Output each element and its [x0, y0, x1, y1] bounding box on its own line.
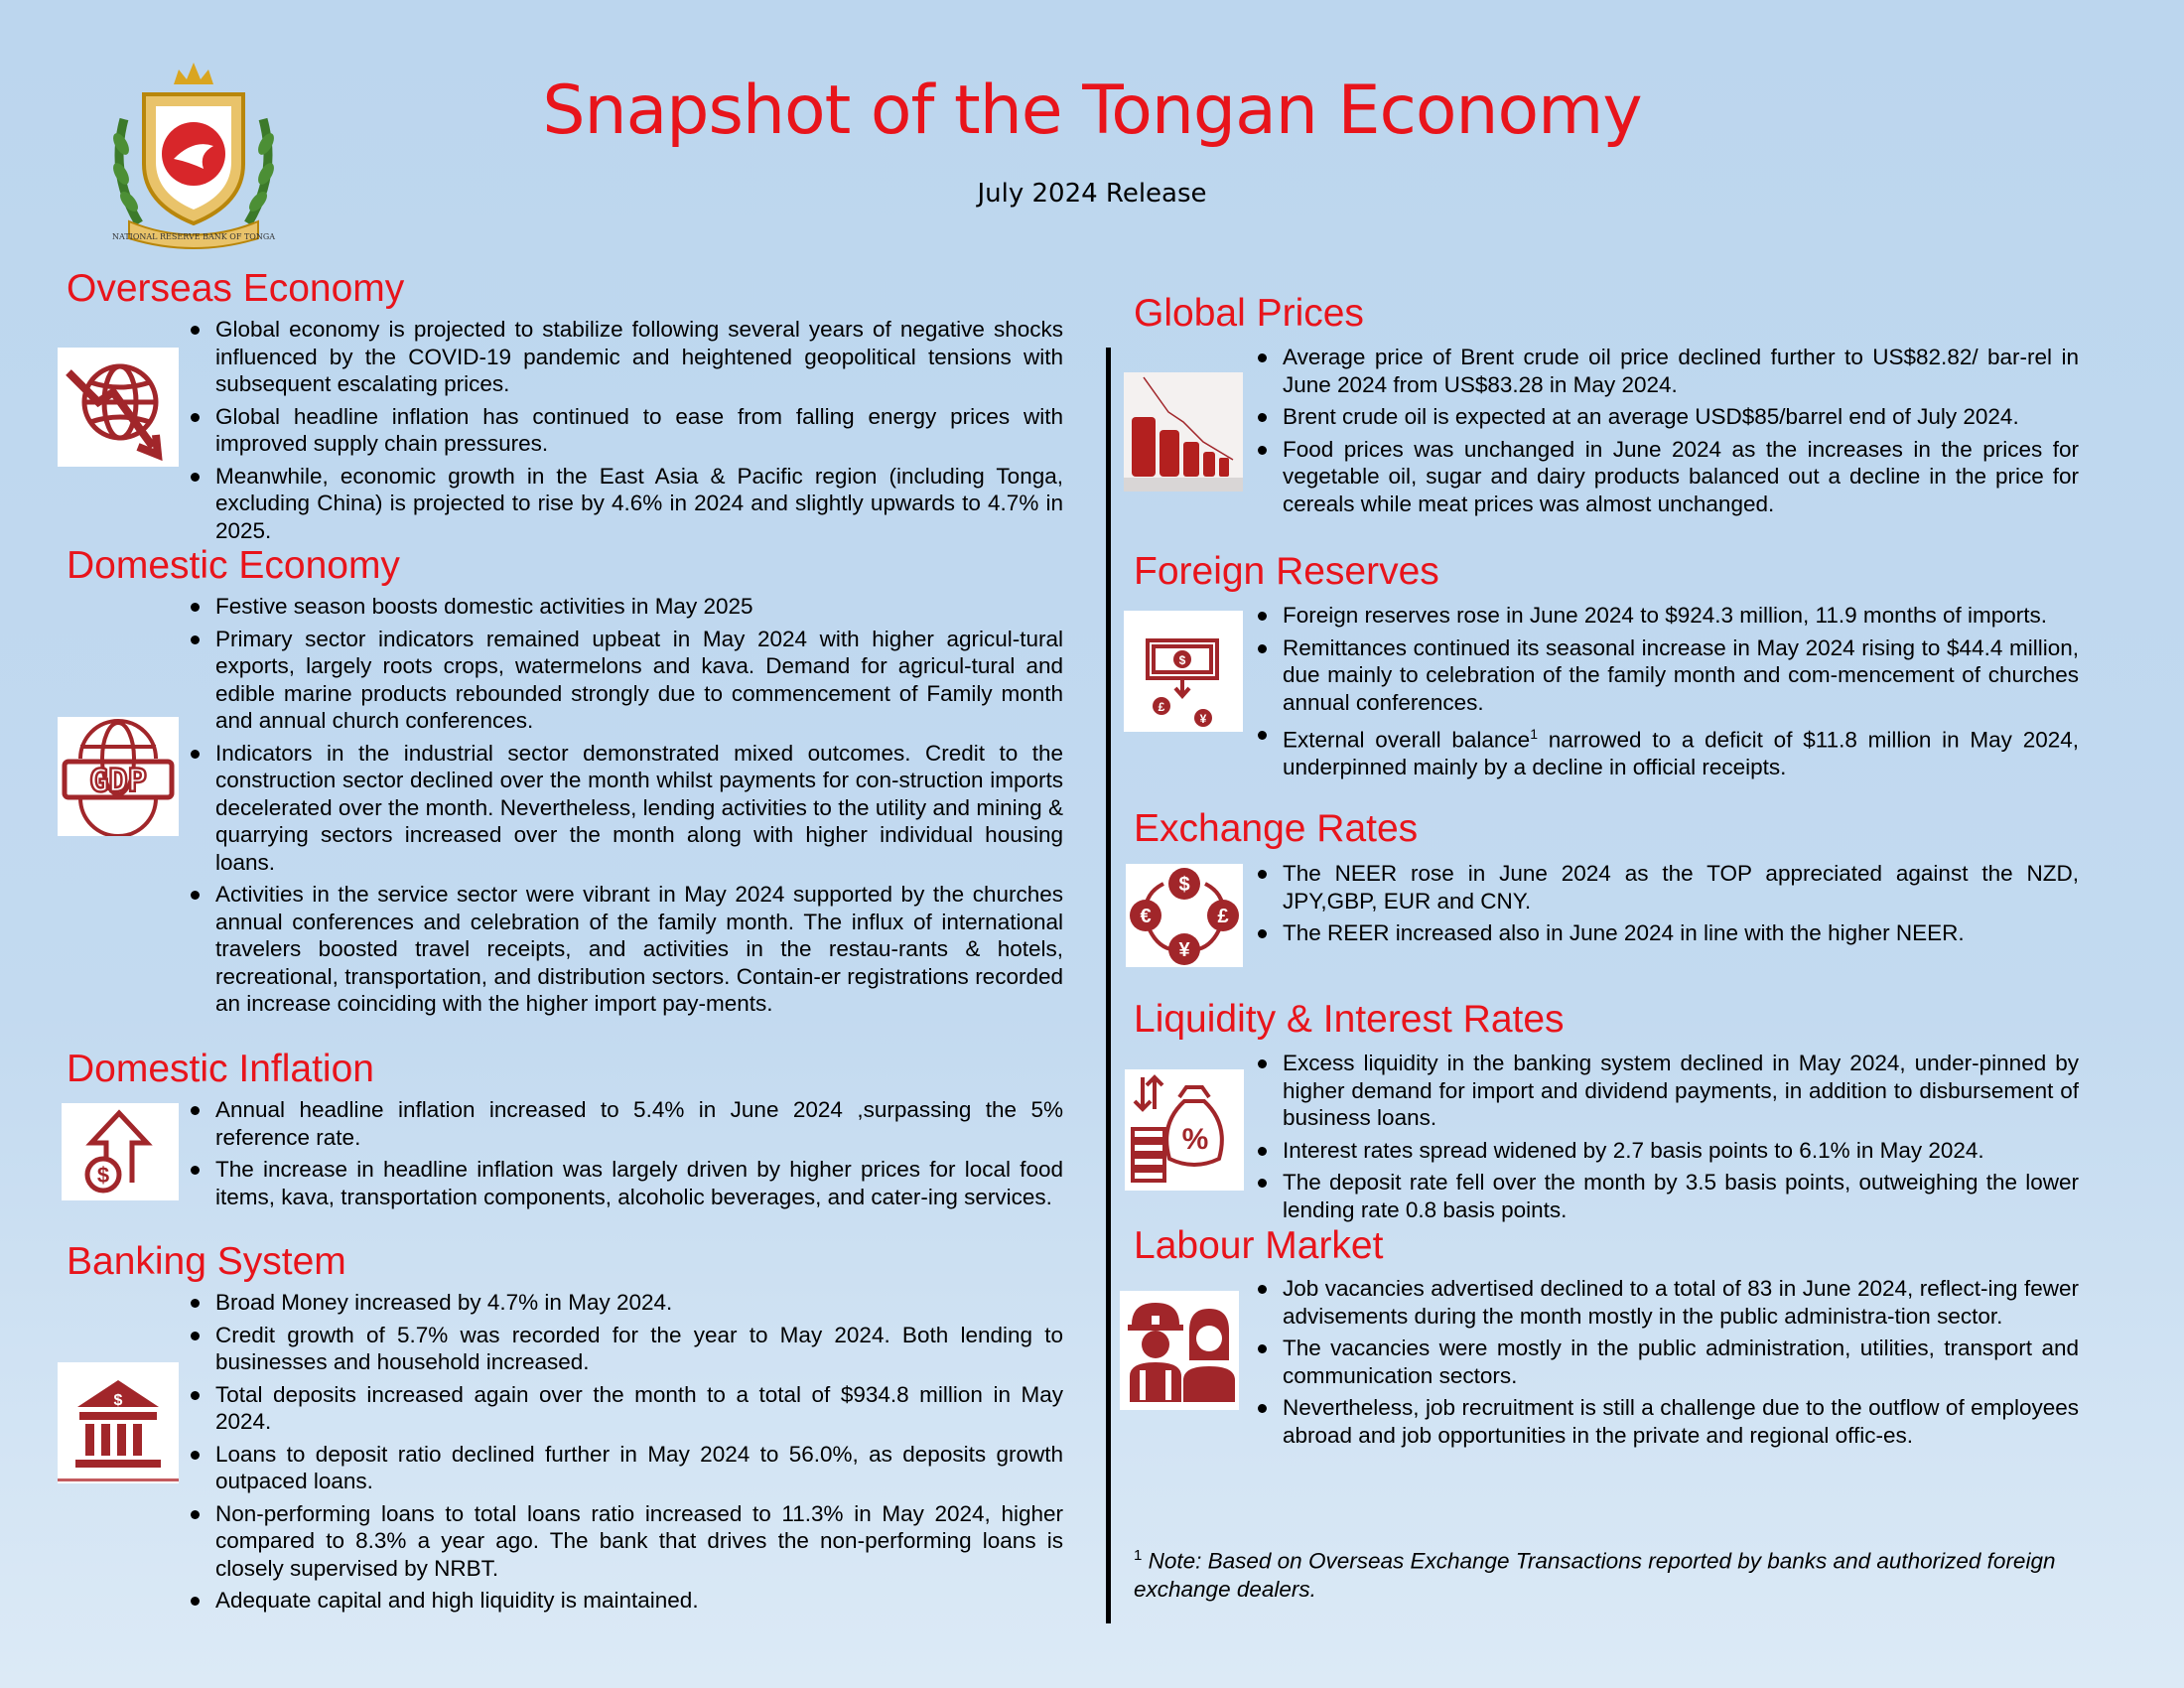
overseas-bullet-list: [186, 316, 1063, 549]
bank-building-icon: [58, 1362, 179, 1483]
list-item: Annual headline inflation increased to 5.4% in June 2024 ,surpassing the 5% reference rate.: [186, 1096, 1063, 1151]
list-item: Global headline inflation has continued to ease from falling energy prices with improved supply chain pressures.: [186, 403, 1063, 458]
svg-text:GDP: GDP: [89, 762, 147, 799]
banking-bullet-list: [186, 1289, 1063, 1619]
list-item: Activities in the service sector were vibrant in May 2024 supported by the churches annual conferences and celebration of the family month. The influx of international travelers boosted travel receipts, and activities in the restau-rants & hotels, recreational, transportation, and distribution sectors. Contain-er registrations recorded an increase coinciding with the higher import pay-ments.: [186, 881, 1063, 1018]
list-item: Average price of Brent crude oil price declined further to US$82.82/ bar-rel in June 2024 from US$83.28 in May 2024.: [1253, 344, 2079, 398]
section-heading: Domestic Inflation: [67, 1048, 374, 1090]
money-bag-percent-icon: [1125, 1069, 1244, 1191]
list-item: The REER increased also in June 2024 in line with the higher NEER.: [1253, 919, 2079, 947]
list-item: Festive season boosts domestic activities in May 2025: [186, 593, 1063, 621]
list-item: Credit growth of 5.7% was recorded for the year to May 2024. Both lending to businesses and household increased.: [186, 1322, 1063, 1376]
list-item: Total deposits increased again over the month to a total of $934.8 million in May 2024.: [186, 1381, 1063, 1436]
list-item: Interest rates spread widened by 2.7 basis points to 6.1% in May 2024.: [1253, 1137, 2079, 1165]
list-item: External overall balance$^1$ narrowed to a deficit of $11.8 million in May 2024, underpinned mainly by a decline in official receipts.: [1253, 721, 2079, 781]
section-exchange-rates: [1134, 806, 1418, 852]
section-heading: Banking System: [67, 1240, 346, 1283]
labour-bullet-list: [1253, 1275, 2079, 1454]
exchange-bullet-list: [1253, 860, 2079, 952]
page-title: Snapshot of the Tongan Economy: [542, 71, 1642, 150]
svg-text:NATIONAL RESERVE BANK OF TONGA: NATIONAL RESERVE BANK OF TONGA: [112, 232, 275, 241]
svg-text:%: %: [1181, 1123, 1209, 1156]
oil-barrels-icon: [1124, 372, 1243, 492]
list-item: Broad Money increased by 4.7% in May 2024.: [186, 1289, 1063, 1317]
section-global-prices: [1134, 291, 1364, 337]
section-heading: Liquidity & Interest Rates: [1134, 998, 1565, 1041]
section-heading: Foreign Reserves: [1134, 550, 1439, 593]
liquidity-bullet-list: [1253, 1050, 2079, 1228]
list-item: Primary sector indicators remained upbeat in May 2024 with higher agricul-tural exports, largely roots crops, watermelons and kava. Demand for agricul-tural and edible marine products rebounded strongly due to commencement of Family month and annual church conferences.: [186, 626, 1063, 735]
section-foreign-reserves: [1134, 549, 1439, 595]
section-domestic-economy: [67, 543, 400, 589]
section-heading: Overseas Economy: [67, 267, 405, 310]
global-prices-bullet-list: [1253, 344, 2079, 522]
release-date: July 2024 Release: [977, 179, 1207, 209]
gdp-globe-icon: [58, 717, 179, 836]
section-liquidity-interest: [1134, 997, 1565, 1043]
list-item: Adequate capital and high liquidity is maintained.: [186, 1587, 1063, 1615]
list-item: Brent crude oil is expected at an average USD$85/barrel end of July 2024.: [1253, 403, 2079, 431]
svg-text:¥: ¥: [1199, 712, 1207, 726]
section-banking-system: [67, 1239, 346, 1285]
list-item: Foreign reserves rose in June 2024 to $924.3 million, 11.9 months of imports.: [1253, 602, 2079, 630]
section-domestic-inflation: [67, 1047, 374, 1092]
footnote: [1134, 1542, 2077, 1604]
svg-text:¥: ¥: [1178, 939, 1190, 961]
domestic-economy-bullet-list: [186, 593, 1063, 1023]
list-item: The vacancies were mostly in the public administration, utilities, transport and communication sectors.: [1253, 1335, 2079, 1389]
inflation-bullet-list: [186, 1096, 1063, 1215]
list-item: The deposit rate fell over the month by 3.5 basis points, outweighing the lower lending rate 0.8 basis points.: [1253, 1169, 2079, 1223]
list-item: Loans to deposit ratio declined further in May 2024 to 56.0%, as deposits growth outpaced loans.: [186, 1441, 1063, 1495]
section-labour-market: [1134, 1223, 1383, 1269]
currency-exchange-icon: [1126, 864, 1243, 967]
list-item: The increase in headline inflation was largely driven by higher prices for local food items, kava, transportation components, alcoholic beverages, and cater-ing services.: [186, 1156, 1063, 1210]
currency-reserves-icon: [1124, 611, 1243, 732]
list-item: Meanwhile, economic growth in the East Asia & Pacific region (including Tonga, excluding China) is projected to rise by 4.6% in 2024 and slightly upwards to 4.7% in 2025.: [186, 463, 1063, 545]
section-heading: Exchange Rates: [1134, 807, 1419, 850]
svg-text:$: $: [1178, 874, 1190, 896]
list-item: Non-performing loans to total loans ratio increased to 11.3% in May 2024, higher compared to 8.3% a year ago. The bank that drives the non-performing loans is closely supervised by NRBT.: [186, 1500, 1063, 1583]
list-item: Nevertheless, job recruitment is still a challenge due to the outflow of employees abroad and job opportunities in the private and regional offic-es.: [1253, 1394, 2079, 1449]
svg-text:£: £: [1158, 700, 1165, 714]
section-heading: Domestic Economy: [67, 544, 400, 587]
list-item: The NEER rose in June 2024 as the TOP appreciated against the NZD, JPY,GBP, EUR and CNY.: [1253, 860, 2079, 914]
svg-text:$: $: [113, 1392, 123, 1409]
svg-text:£: £: [1217, 906, 1229, 927]
column-divider: [1106, 348, 1111, 1623]
list-item: Remittances continued its seasonal increase in May 2024 rising to $44.4 million, due mainly to celebration of the family month and com-mencement of churches annual conferences.: [1253, 634, 2079, 717]
list-item: Food prices was unchanged in June 2024 as the increases in the prices for vegetable oil, sugar and dairy products balanced out a decline in the price for cereals while meat prices was almost unchanged.: [1253, 436, 2079, 518]
list-item: Excess liquidity in the banking system declined in May 2024, under-pinned by higher demand for import and dividend payments, in addition to disbursement of business loans.: [1253, 1050, 2079, 1132]
dollar-up-arrow-icon: [62, 1103, 179, 1200]
svg-text:€: €: [1140, 906, 1152, 927]
footnote-text: Note: Based on Overseas Exchange Transactions reported by banks and authorized foreign exchange dealers.: [1134, 1548, 2056, 1602]
list-item: Indicators in the industrial sector demonstrated mixed outcomes. Credit to the construction sector declined over the month whilst payments for con-struction imports decelerated over the month. Nevertheless, lending activities to the utility and mining & quarrying sectors increased over the month along with higher individual housing loans.: [186, 740, 1063, 877]
footnote-marker: 1: [1134, 1547, 1143, 1564]
svg-text:$: $: [96, 1163, 110, 1188]
section-heading: Labour Market: [1134, 1224, 1384, 1267]
globe-arrow-icon: [58, 348, 179, 467]
section-overseas-economy: [67, 266, 404, 312]
section-heading: Global Prices: [1134, 292, 1364, 335]
list-item: Global economy is projected to stabilize following several years of negative shocks influenced by the COVID-19 pandemic and heightened geopolitical tensions with subsequent escalating prices.: [186, 316, 1063, 398]
svg-text:$: $: [1178, 653, 1186, 667]
list-item: Job vacancies advertised declined to a total of 83 in June 2024, reflect-ing fewer advisements during the month mostly in the public administra-tion sector.: [1253, 1275, 2079, 1330]
workers-icon: [1120, 1291, 1239, 1410]
reserves-bullet-list: [1253, 602, 2079, 786]
